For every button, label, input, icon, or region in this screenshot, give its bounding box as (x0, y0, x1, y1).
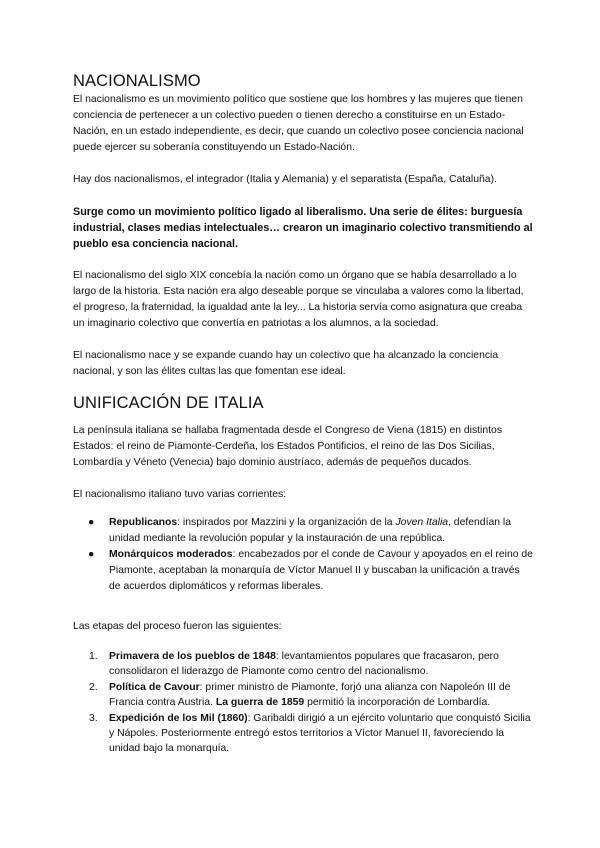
paragraph-expansion: El nacionalismo nace y se expande cuando hay un colectivo que ha alcanzado la conciencia nacional, y son las élites cultas las que fomentan ese ideal. (73, 350, 499, 377)
list-item-monarquicos (73, 547, 533, 595)
paragraph-definition: El nacionalismo es un movimiento político que sostiene que los hombres y las mujeres que tienen conciencia de pertenecer a un colectivo pueden o tienen derecho a constituirse en un Estado-Nación, en un estado independiente, es decir, que cuando un colectivo posee conciencia nacional puede ejercer su soberanía constituyendo un Estado-Nación. (73, 94, 524, 153)
stage-number: 1. (89, 651, 98, 662)
text-monarquicos: : encabezados por el conde de Cavour y apoyados en el reino de Piamonte, aceptaban la monarquía de Víctor Manuel II y buscaban la unificación a través de acuerdos diplomáticos y reformas liberales. (109, 549, 533, 592)
term-guerra-1859: La guerra de 1859 (215, 697, 305, 708)
paragraph-nineteenth-century: El nacionalismo del siglo XIX concebía la nación como un órgano que se había desarrollado a lo largo de la historia. Esta nación era algo deseable porque se vinculaba a valores como la libertad, el progreso, la fraternidad, la igualdad ante la ley... La historia servía como asignatura que creaba un imaginario colectivo que convertía en patriotas a los alumnos, a la sociedad. (73, 270, 524, 329)
currents-list (73, 515, 533, 595)
text-expedicion: : Garibaldi dirigió a un ejército voluntario que conquistó Sicilia y Nápoles. Posteriormente entregó estos territorios a Víctor Manuel II, favoreciendo la unidad bajo la monarquía. (109, 713, 531, 754)
document-content (73, 70, 533, 757)
paragraph-stages-intro: Las etapas del proceso fueron las siguientes: (73, 621, 282, 632)
text-cavour-a: : primer ministro de Piamonte, forjó una alianza con Napoleón III de Francia contra Austria. (109, 682, 511, 708)
text-republicanos-a: : inspirados por Mazzini y la organización de la (177, 517, 396, 528)
list-item-stage-3 (73, 711, 533, 756)
paragraph-currents-intro: El nacionalismo italiano tuvo varias corrientes: (73, 489, 287, 500)
paragraph-liberalism: Surge como un movimiento político ligado al liberalismo. Una serie de élites: burguesía industrial, clases medias intelectuales… crearon un imaginario colectivo transmitiendo al pueblo esa conciencia nacional. (73, 206, 533, 250)
term-primavera: Primavera de los pueblos de 1848 (109, 651, 276, 662)
bullet-icon: ● (88, 549, 95, 560)
list-item-stage-1 (73, 649, 533, 679)
text-joven-italia: Joven Italia (395, 517, 449, 528)
text-cavour-b: permitió la incorporación de Lombardía. (304, 697, 491, 708)
term-monarquicos: Monárquicos moderados (109, 549, 233, 560)
stage-number: 2. (89, 682, 98, 693)
stage-number: 3. (89, 713, 98, 724)
bullet-icon: ● (88, 517, 95, 528)
list-item-stage-2 (73, 680, 533, 710)
stages-list (73, 649, 533, 756)
paragraph-two-nationalisms: Hay dos nacionalismos, el integrador (Italia y Alemania) y el separatista (España, Cataluña). (73, 174, 497, 185)
term-republicanos: Republicanos (109, 517, 178, 528)
list-item-republicanos (73, 515, 533, 547)
heading-unificacion-italia: UNIFICACIÓN DE ITALIA (73, 394, 264, 412)
heading-nacionalismo: NACIONALISMO (73, 72, 201, 90)
term-cavour: Política de Cavour (109, 682, 200, 693)
paragraph-fragmentation: La península italiana se hallaba fragmentada desde el Congreso de Viena (1815) en distintos Estados: el reino de Piamonte-Cerdeña, los Estados Pontificios, el reino de las Dos Sicilias, Lombardía y Véneto (Venecia) bajo dominio austríaco, además de pequeños ducados. (73, 425, 503, 468)
text-primavera: : levantamientos populares que fracasaron, pero consolidaron el liderazgo de Piamonte como centro del nacionalismo. (109, 651, 499, 677)
text-republicanos-b: , defendían la unidad mediante la revolución popular y la instauración de una república. (109, 517, 512, 544)
term-expedicion: Expedición de los Mil (1860) (109, 713, 248, 724)
